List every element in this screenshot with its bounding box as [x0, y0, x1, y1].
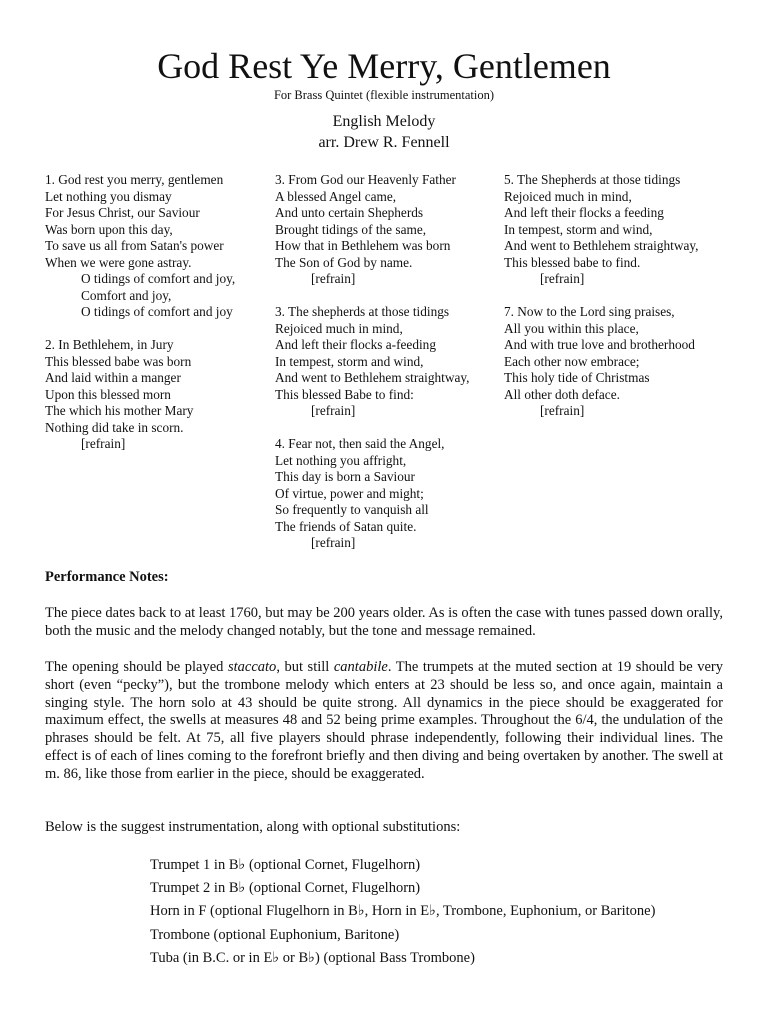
refrain-marker: [refrain]	[311, 403, 356, 418]
lyric-line: Each other now embrace;	[504, 353, 640, 369]
lyric-line: 2. In Bethlehem, in Jury	[45, 337, 174, 352]
lyric-line: So frequently to vanquish all	[275, 502, 429, 517]
lyric-line: 7. Now to the Lord sing praises,	[504, 304, 675, 319]
lyric-line: And left their flocks a feeding	[504, 205, 664, 220]
verse-4	[275, 436, 500, 552]
lyric-line: Rejoiced much in mind,	[504, 188, 632, 204]
performance-notes-heading: Performance Notes:	[45, 569, 169, 585]
lyric-line: All other doth deface.	[504, 386, 620, 402]
lyric-line: The Son of God by name.	[275, 254, 413, 270]
lyric-line: Nothing did take in scorn.	[45, 419, 184, 435]
arranger-credit: arr. Drew R. Fennell	[318, 134, 450, 151]
lyric-line: Upon this blessed morn	[45, 386, 171, 402]
lyric-line: This blessed babe to find.	[504, 254, 641, 270]
lyric-line: The friends of Satan quite.	[275, 518, 417, 534]
lyric-line: This day is born a Saviour	[275, 469, 415, 484]
instrument-item: Tuba (in B.C. or in E♭ or B♭) (optional Bass Trombone)	[150, 949, 475, 966]
lyric-line: 3. From God our Heavenly Father	[275, 172, 456, 187]
paragraph-text: . The trumpets at the muted section at 19 should be very short (even “pecky”), but the trombone melody which enters at 23 should be less so, and once again, maintain a singing style. The horn solo at 43 should be quite strong. All dynamics in the piece should be exaggerated for maximum effect, the swells at measures 48 and 52 being prime examples. Throughout the 6/4, the undulation of the phrases should be felt. At 75, all five players should phrase independently, following their individual lines. The effect is of each of lines coming to the forefront briefly and then diving and being overtaken by another. The swell at m. 86, like those from earlier in the piece, should be exaggerated.	[45, 659, 724, 782]
italic-term-cantabile: cantabile	[333, 659, 388, 675]
instrument-item: Trumpet 2 in B♭ (optional Cornet, Flugelhorn)	[150, 880, 421, 897]
lyric-line: In tempest, storm and wind,	[504, 221, 653, 237]
instrument-item: Trombone (optional Euphonium, Baritone)	[150, 926, 400, 943]
refrain-line: Comfort and joy,	[81, 287, 172, 303]
lyrics-column-2	[275, 172, 500, 568]
lyric-line: Let nothing you dismay	[45, 188, 172, 204]
lyric-line: 4. Fear not, then said the Angel,	[275, 436, 445, 451]
lyric-line: 5. The Shepherds at those tidings	[504, 172, 681, 187]
lyric-line: Of virtue, power and might;	[275, 485, 424, 501]
verse-7	[504, 304, 734, 420]
lyric-line: To save us all from Satan's power	[45, 238, 224, 253]
lyric-line: A blessed Angel came,	[275, 188, 397, 204]
verse-3	[275, 172, 500, 288]
performance-notes-paragraph-3: Below is the suggest instrumentation, along with optional substitutions:	[45, 819, 461, 835]
performance-notes-paragraph-1: The piece dates back to at least 1760, but may be 200 years older. As is often the case with tunes passed down orally, both the music and the melody changed notably, but the tone and message remained.	[45, 605, 723, 639]
instrumentation-list	[150, 854, 655, 970]
paragraph-text: , but still	[276, 659, 334, 675]
lyrics-column-3	[504, 172, 734, 436]
verse-5	[504, 172, 734, 288]
composer-credit: English Melody	[332, 113, 436, 130]
instrument-item: Horn in F (optional Flugelhorn in B♭, Horn in E♭, Trombone, Euphonium, or Baritone)	[150, 903, 656, 920]
verse-2	[45, 337, 265, 453]
refrain-marker: [refrain]	[540, 403, 585, 418]
verse-3b	[275, 304, 500, 420]
lyric-line: This holy tide of Christmas	[504, 370, 650, 385]
page-title: God Rest Ye Merry, Gentlemen	[157, 46, 611, 86]
refrain-line: O tidings of comfort and joy,	[81, 271, 236, 286]
lyric-line: 1. God rest you merry, gentlemen	[45, 172, 224, 187]
refrain-marker: [refrain]	[311, 271, 356, 286]
refrain-line: O tidings of comfort and joy	[81, 304, 233, 319]
paragraph-text: The opening should be played	[45, 659, 228, 675]
refrain-marker: [refrain]	[540, 271, 585, 286]
lyric-line: Let nothing you affright,	[275, 452, 407, 468]
lyric-line: This blessed babe was born	[45, 353, 192, 369]
lyrics-column-1	[45, 172, 265, 469]
lyric-line: Was born upon this day,	[45, 221, 173, 237]
instrument-item: Trumpet 1 in B♭ (optional Cornet, Flugelhorn)	[150, 857, 421, 873]
lyric-line: And unto certain Shepherds	[275, 205, 424, 220]
page-subtitle: For Brass Quintet (flexible instrumentation)	[273, 88, 495, 102]
lyric-line: And went to Bethlehem straightway,	[275, 370, 470, 385]
performance-notes-paragraph-2	[45, 659, 723, 784]
lyric-line: 3. The shepherds at those tidings	[275, 304, 450, 319]
italic-term-staccato: staccato	[227, 659, 277, 675]
lyric-line: All you within this place,	[504, 320, 639, 336]
lyric-line: And with true love and brotherhood	[504, 337, 695, 352]
lyric-line: The which his mother Mary	[45, 403, 194, 418]
lyric-line: Rejoiced much in mind,	[275, 320, 403, 336]
lyric-line: In tempest, storm and wind,	[275, 353, 424, 369]
lyric-line: This blessed Babe to find:	[275, 386, 414, 402]
lyric-line: And went to Bethlehem straightway,	[504, 238, 699, 253]
lyric-line: When we were gone astray.	[45, 254, 192, 270]
refrain-marker: [refrain]	[81, 436, 126, 451]
refrain-marker: [refrain]	[311, 535, 356, 550]
lyric-line: For Jesus Christ, our Saviour	[45, 205, 200, 220]
lyric-line: Brought tidings of the same,	[275, 221, 427, 237]
lyric-line: And laid within a manger	[45, 370, 181, 385]
verse-1	[45, 172, 265, 321]
lyric-line: How that in Bethlehem was born	[275, 238, 451, 253]
lyric-line: And left their flocks a-feeding	[275, 337, 436, 352]
